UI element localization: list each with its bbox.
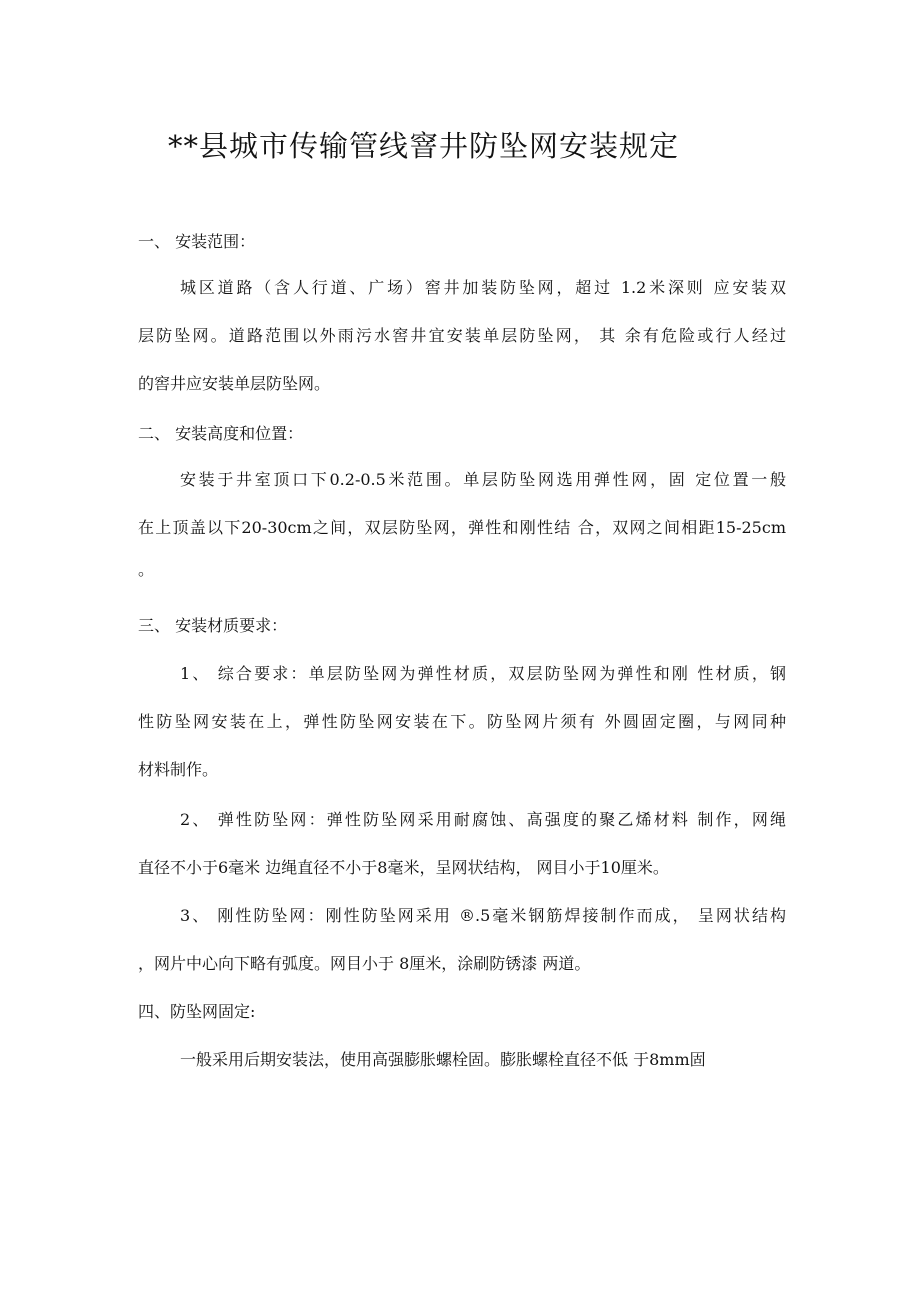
section-4-heading: 四、防坠网固定: xyxy=(138,1002,256,1021)
paragraph-line: 3、 刚性防坠网：刚性防坠网采用 ®.5毫米钢筋焊接制作而成， 呈网状结构 xyxy=(180,906,786,925)
section-3-item-2 xyxy=(138,808,786,880)
section-2-paragraph xyxy=(138,468,786,582)
paragraph-line: 直径不小于6毫米 边绳直径不小于8毫米，呈网状结构， 网目小于10厘米。 xyxy=(138,858,669,877)
section-2-heading: 二、 安装高度和位置： xyxy=(138,424,304,443)
section-4-paragraph xyxy=(138,1048,786,1072)
paragraph-line: 。 xyxy=(138,560,155,579)
section-3-heading: 三、 安装材质要求： xyxy=(138,616,288,635)
paragraph-line: 城区道路（含人行道、广场）窖井加装防坠网，超过 1.2米深则 应安装双 xyxy=(180,278,786,297)
section-1-paragraph xyxy=(138,276,786,396)
paragraph-line: 一般采用后期安装法，使用高强膨胀螺栓固。膨胀螺栓直径不低 于8mm固 xyxy=(180,1050,706,1069)
paragraph-line: ，网片中心向下略有弧度。网目小于 8厘米，涂刷防锈漆 两道。 xyxy=(138,954,591,973)
paragraph-line: 性防坠网安装在上，弹性防坠网安装在下。防坠网片须有 外圆固定圈，与网同种 xyxy=(138,712,786,731)
section-3-item-1 xyxy=(138,662,786,782)
paragraph-line: 2、 弹性防坠网：弹性防坠网采用耐腐蚀、高强度的聚乙烯材料 制作，网绳 xyxy=(180,810,786,829)
paragraph-line: 在上顶盖以下20-30cm之间，双层防坠网，弹性和刚性结 合，双网之间相距15-25cm xyxy=(138,518,786,537)
paragraph-line: 1、 综合要求：单层防坠网为弹性材质，双层防坠网为弹性和刚 性材质，钢 xyxy=(180,664,786,683)
paragraph-line: 安装于井室顶口下0.2-0.5米范围。单层防坠网选用弹性网，固 定位置一般 xyxy=(180,470,786,489)
paragraph-line: 的窖井应安装单层防坠网。 xyxy=(138,374,331,393)
paragraph-line: 材料制作。 xyxy=(138,760,219,779)
document-title: **县城市传输管线窨井防坠网安装规定 xyxy=(168,129,680,163)
paragraph-line: 层防坠网。道路范围以外雨污水窖井宜安装单层防坠网， 其 余有危险或行人经过 xyxy=(138,326,786,345)
section-3-item-3 xyxy=(138,904,786,976)
section-1-heading: 一、 安装范围： xyxy=(138,232,256,251)
